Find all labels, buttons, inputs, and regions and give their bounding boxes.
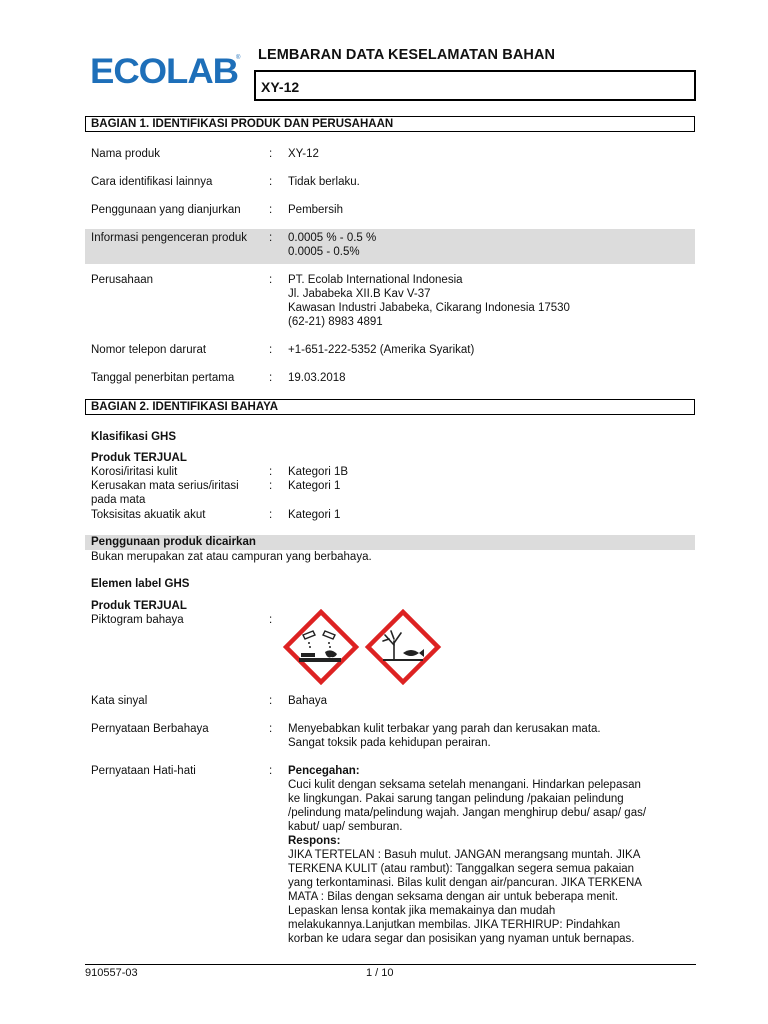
svg-text:®: ® <box>236 55 241 61</box>
hazard-pictograms <box>283 609 443 685</box>
row-value: +1-651-222-5352 (Amerika Syarikat) <box>288 344 475 356</box>
row-skin-corrosion: Korosi/iritasi kulit : Kategori 1B <box>91 465 695 479</box>
label-elements-heading: Elemen label GHS <box>91 578 190 590</box>
row-label: Piktogram bahaya <box>91 614 184 626</box>
prevention-line: Cuci kulit dengan seksama setelah menangani. Hindarkan pelepasan <box>288 779 641 791</box>
row-product-name: Nama produk : XY-12 <box>91 147 695 161</box>
row-signal-word: Kata sinyal : Bahaya <box>91 694 695 708</box>
response-line: JIKA TERTELAN : Basuh mulut. JANGAN merangsang muntah. JIKA <box>288 849 641 861</box>
row-hazard-statements: Pernyataan Berbahaya : Menyebabkan kulit terbakar yang parah dan kerusakan mata. Sangat toksik pada kehidupan perairan. <box>91 722 695 750</box>
page-number: 1 / 10 <box>366 967 394 979</box>
response-line: TERKENA KULIT (atau rambut): Tanggalkan segera semua pakaian <box>288 863 635 875</box>
prevention-line: kabut/ uap/ semburan. <box>288 821 403 833</box>
row-issue-date: Tanggal penerbitan pertama : 19.03.2018 <box>91 371 695 385</box>
row-label: Kerusakan mata serius/iritasi pada mata <box>91 480 239 506</box>
logo-wordmark: ECOLAB <box>90 52 238 90</box>
diluted-use-heading: Penggunaan produk dicairkan <box>91 536 256 548</box>
company-phone: (62-21) 8983 4891 <box>288 316 383 328</box>
row-label: Perusahaan <box>91 274 154 286</box>
row-label: Cara identifikasi lainnya <box>91 176 213 188</box>
row-recommended-use: Penggunaan yang dianjurkan : Pembersih <box>91 203 695 217</box>
row-label: Toksisitas akuatik akut <box>91 509 206 521</box>
row-value: Tidak berlaku. <box>288 176 360 188</box>
company-address-line: Kawasan Industri Jababeka, Cikarang Indonesia 17530 <box>288 302 570 314</box>
response-line: yang terkontaminasi. Bilas kulit dengan air/pancuran. JIKA TERKENA <box>288 877 642 889</box>
prevention-line: ke lingkungan. Pakai sarung tangan pelindung /pakaian pelindung <box>288 793 624 805</box>
response-heading: Respons: <box>288 835 341 847</box>
document-title: LEMBARAN DATA KESELAMATAN BAHAN <box>258 47 556 63</box>
row-label: Pernyataan Hati-hati <box>91 765 196 777</box>
row-emergency-phone: Nomor telepon darurat : +1-651-222-5352 (Amerika Syarikat) <box>91 343 695 357</box>
corrosion-icon <box>286 612 356 682</box>
row-value-line: 0.0005 - 0.5% <box>288 246 360 258</box>
row-value-line: 0.0005 % - 0.5 % <box>288 232 377 244</box>
row-other-identification: Cara identifikasi lainnya : Tidak berlaku. <box>91 175 695 189</box>
row-label: Kata sinyal <box>91 695 148 707</box>
response-line: korban ke udara segar dan posisikan yang nyaman untuk bernapas. <box>288 933 635 945</box>
hazard-statement: Menyebabkan kulit terbakar yang parah dan kerusakan mata. <box>288 723 601 735</box>
row-value: Kategori 1 <box>288 480 341 492</box>
row-dilution-info: Informasi pengenceran produk : 0.0005 % - 0.5 % 0.0005 - 0.5% <box>91 231 695 259</box>
row-value: Kategori 1 <box>288 509 341 521</box>
row-value: XY-12 <box>288 148 319 160</box>
row-pictograms: Piktogram bahaya : <box>91 614 273 626</box>
prevention-line: /pelindung mata/pelindung wajah. Jangan menghirup debu/ asap/ gas/ <box>288 807 647 819</box>
company-name: PT. Ecolab International Indonesia <box>288 274 463 286</box>
response-line: melakukannya.Lanjutkan membilas. JIKA TERHIRUP: Pindahkan <box>288 919 621 931</box>
footer-divider <box>85 964 696 965</box>
document-number: 910557-03 <box>85 967 138 979</box>
diluted-use-text: Bukan merupakan zat atau campuran yang berbahaya. <box>91 551 372 563</box>
row-aquatic-toxicity: Toksisitas akuatik akut : Kategori 1 <box>91 508 695 522</box>
row-label: Korosi/iritasi kulit <box>91 466 178 478</box>
row-label: Penggunaan yang dianjurkan <box>91 204 241 216</box>
row-value: Kategori 1B <box>288 466 349 478</box>
section-1-header: BAGIAN 1. IDENTIFIKASI PRODUK DAN PERUSAHAAN <box>85 116 695 132</box>
environment-icon <box>368 612 438 682</box>
section-2-header: BAGIAN 2. IDENTIFIKASI BAHAYA <box>85 399 695 415</box>
product-sold-heading-2: Produk TERJUAL <box>91 600 187 612</box>
product-code-box <box>254 70 696 101</box>
row-label: Nama produk <box>91 148 161 160</box>
row-value: 19.03.2018 <box>288 372 346 384</box>
row-label: Nomor telepon darurat <box>91 344 207 356</box>
product-sold-heading: Produk TERJUAL <box>91 452 187 464</box>
company-address-line: Jl. Jababeka XII.B Kav V-37 <box>288 288 431 300</box>
signal-word: Bahaya <box>288 695 328 707</box>
row-label: Tanggal penerbitan pertama <box>91 372 235 384</box>
row-precautionary-statements: Pernyataan Hati-hati : Pencegahan: Cuci kulit dengan seksama setelah menangani. Hindarkan pelepasan ke lingkungan. Pakai sarung tangan pelindung /pakaian pelindung /pelindung mata/pelindung wajah. Jangan menghirup debu/ asap/ gas/ kabut/ uap/ semburan. Respons: JIKA TERTELAN : Basuh mulut. JANGAN merangsang muntah. JIKA TERKENA KULIT (atau rambut): Tanggalkan segera semua pakaian yang terkontaminasi. Bilas kulit dengan air/pancuran. JIKA TERKENA MATA : Bilas dengan seksama dengan air untuk beberapa menit. Lepaskan lensa kontak jika memakainya dan mudah melakukannya.Lanjutkan membilas. JIKA TERHIRUP: Pindahkan korban ke udara segar dan posisikan yang nyaman untuk bernapas. <box>91 764 695 946</box>
response-line: MATA : Bilas dengan seksama dengan air untuk beberapa menit. <box>288 891 619 903</box>
prevention-heading: Pencegahan: <box>288 765 360 777</box>
ghs-classification-heading: Klasifikasi GHS <box>91 431 177 443</box>
hazard-statement: Sangat toksik pada kehidupan perairan. <box>288 737 491 749</box>
row-eye-damage: Kerusakan mata serius/iritasi pada mata : Kategori 1 <box>91 479 695 507</box>
response-line: Lepaskan lensa kontak jika memakainya dan mudah <box>288 905 556 917</box>
row-label: Informasi pengenceran produk <box>91 232 247 244</box>
row-label: Pernyataan Berbahaya <box>91 723 209 735</box>
row-value: Pembersih <box>288 204 343 216</box>
product-code: XY-12 <box>261 79 300 95</box>
row-company: Perusahaan : PT. Ecolab International Indonesia Jl. Jababeka XII.B Kav V-37 Kawasan Industri Jababeka, Cikarang Indonesia 17530 (62-21) 8983 4891 <box>91 273 695 329</box>
ecolab-logo <box>90 50 242 90</box>
